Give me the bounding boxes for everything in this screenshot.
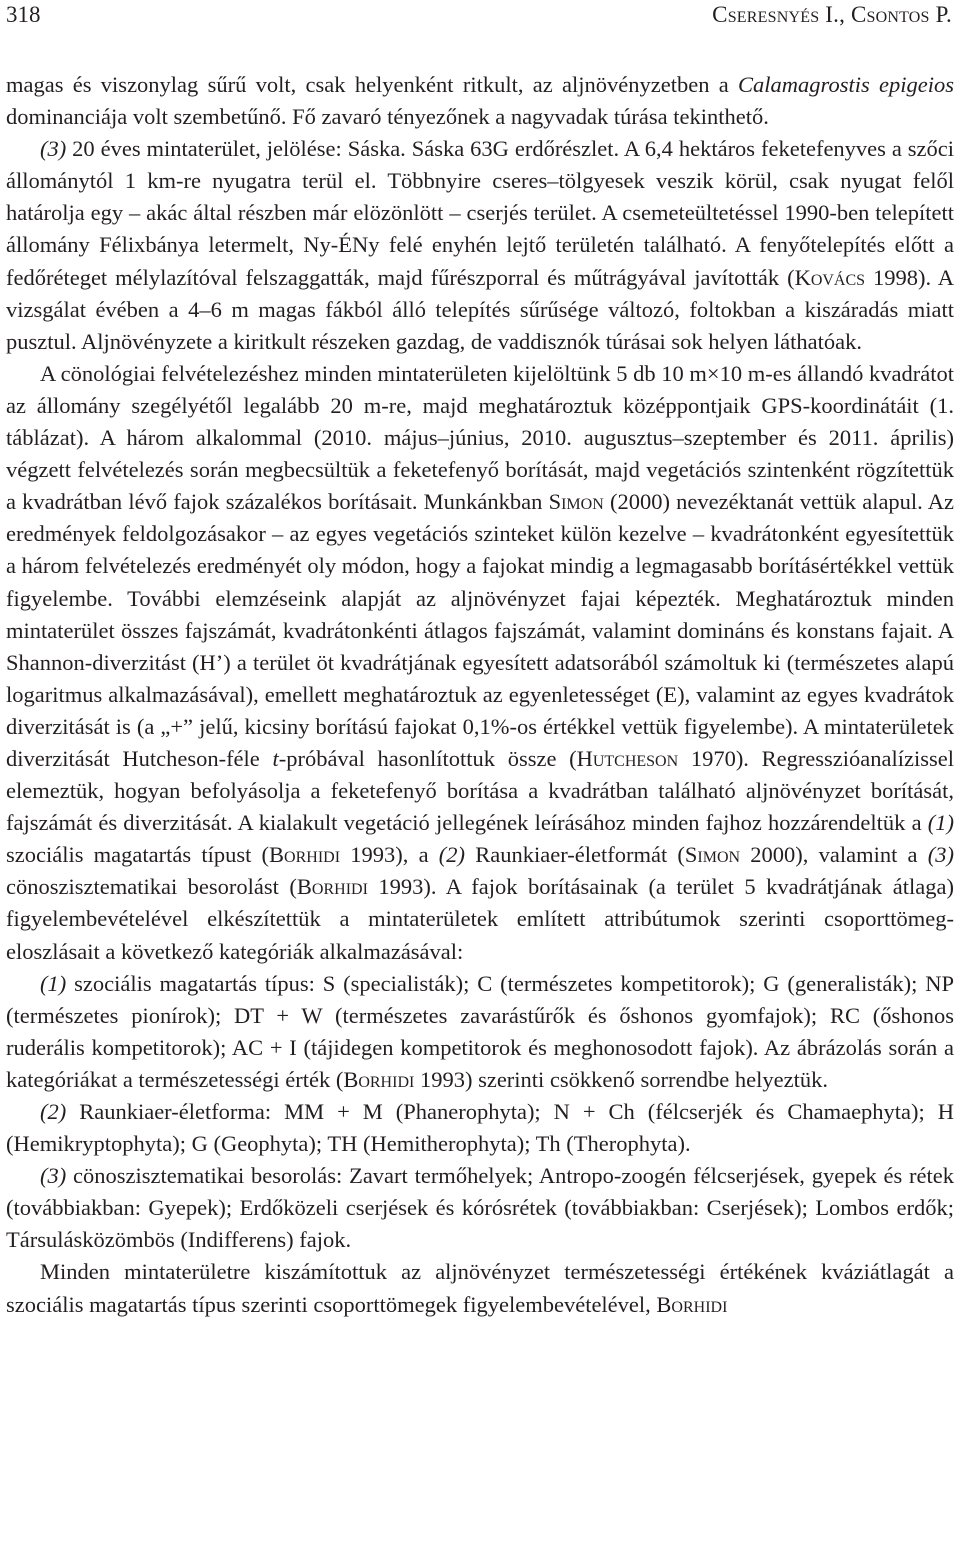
author-citation: Simon	[684, 842, 741, 868]
italic-text: (3)	[40, 1163, 67, 1189]
italic-text: Calamagrostis epigeios	[738, 72, 954, 97]
italic-text: (2)	[438, 842, 466, 868]
author-citation: Borhidi	[269, 842, 341, 868]
paragraph	[6, 968, 954, 1096]
author-citation: Hutcheson	[576, 745, 679, 771]
author-citation: Kovács	[794, 264, 866, 290]
paragraph	[6, 1256, 954, 1320]
text-run: -próbával hasonlítottuk össze (	[278, 745, 577, 771]
paragraph	[6, 69, 954, 133]
text-run: dominanciája volt szembetűnő. Fő zavaró tényezőnek a nagyvadak túrása tekinthető.	[6, 104, 769, 130]
text-run: Minden mintaterületre kiszámítottuk az aljnövényzet természetességi értékének kváziátlagát a szociális magatartás típus szerinti csoporttömegek figyelembevételével,	[6, 1259, 954, 1317]
text-run: Raunkiaer-életforma: MM + M (Phanerophyta); N + Ch (félcserjék és Chamaephyta); H (Hemikryptophyta); G (Geophyta); TH (Hemitherophyta); Th (Therophyta).	[6, 1099, 954, 1157]
text-run: szociális magatartás típust (	[6, 842, 270, 868]
text-run: cönoszisztematikai besorolás: Zavart termőhelyek; Antropo-zoogén félcserjések, gyepek és rétek (továbbiakban: Gyepek); Erdőközeli cserjések és kórósrétek (továbbiakban: Cserjések); Lombos erdők; Társulásközömbös (Indifferens) fajok.	[6, 1163, 954, 1253]
paragraph	[6, 358, 954, 968]
text-run: 1993), a	[340, 842, 439, 868]
text-run: (2000) nevezéktanát vettük alapul. Az eredmények feldolgozásakor – az egyes vegetációs szinteket külön kezelve – kvadrátonként egyesítettük a három felvételezés eredményét oly módon, hogy a fajokat mindig a legmagasabb borításértékkel vettük figyelembe. További elemzéseink alapját az aljnövényzet fajai képezték. Meghatároztuk minden mintaterület összes fajszámát, kvadrátonkénti átlagos fajszámát, valamint domináns és konstans fajait. A Shannon-diverzitást (H’) a terület öt kvadrátjának egyesített adatsorából számoltuk ki (természetes alapú logaritmus alkalmazásával), emellett meghatároztuk az egyenletességet (E), valamint az egyes kvadrátok diverzitását is (a „+” jelű, kicsiny borítású fajokat 0,1%-os értékkel vettük figyelembe). A mintaterületek diverzitását Hutcheson-féle	[6, 489, 954, 771]
text-run: A cönológiai felvételezéshez minden mintaterületen kijelöltünk 5 db 10 m×10 m-es állandó kvadrátot az állomány szegélyétől legalább 20 m-re, majd meghatároztuk középpontjaik GPS-koordinátáit (1. táblázat). A három alkalommal (2010. május–június, 2010. augusztus–szeptember és 2011. április) végzett felvételezés során megbecsültük a feketefenyő borítását, majd vegetációs szintenként rögzítettük a kvadrátban lévő fajok százalékos borításait. Munkánkban	[6, 360, 954, 515]
paragraph	[6, 133, 954, 358]
text-run: 1970). Regresszióanalízissel elemeztük, hogyan befolyásolja a feketefenyő borítása a kvadrátban található aljnövényzet borítását, fajszámát és diverzitását. A kialakult vegetáció jellegének leírásához minden fajhoz hozzárendeltük a	[6, 745, 955, 836]
body-text	[6, 69, 954, 1321]
italic-text: (1)	[927, 810, 954, 836]
text-run: 1998). A vizsgálat évében a 4–6 m magas fákból álló telepítés sűrűsége változó, foltokban a kiszáradás miatt pusztul. Aljnövényzete a kiritkult részeken gazdag, de vaddisznók túrásai sok helyen láthatóak.	[6, 264, 955, 354]
text-run: szociális magatartás típus: S (specialisták); C (természetes kompetitorok); G (generalisták); NP (természetes pionírok); DT + W (természetes zavarástűrők és őshonos gyomfajok); RC (őshonos ruderális kompetitorok); AC + I (tájidegen kompetitorok és meghonosodott fajok). Az ábrázolás során a kategóriákat a természetességi érték (	[6, 970, 954, 1092]
text-run: 20 éves mintaterület, jelölése: Sáska. Sáska 63G erdőrészlet. A 6,4 hektáros feketefenyves a szőci állománytól 1 km-re nyugatra terül el. Többnyire cseres–tölgyesek veszik körül, csak nyugat felől határolja egy – akác által részben már elözönlött – cserjés terület. A csemeteültetéssel 1990-ben telepített állomány Félixbánya letermelt, Ny-ÉNy felé enyhén lejtő területén található. A fenyőtelepítés előtt a fedőréteget mélylazítóval felszaggatták, majd fűrészporral és műtrágyával javították (	[6, 136, 954, 290]
italic-text: (2)	[40, 1099, 67, 1124]
text-run: 1993). A fajok borításainak (a terület 5 kvadrátjának átlaga) figyelembevételével elkészítettük a mintaterületek említett attribútumok szerinti csoporttömeg-eloszlásait a következő kategóriák alkalmazásával:	[6, 874, 955, 964]
italic-text: (3)	[927, 842, 954, 868]
italic-text: (1)	[40, 970, 67, 996]
text-run: 2000), valamint a	[740, 842, 928, 868]
author-citation: Simon	[548, 489, 604, 515]
text-run: cönoszisztematikai besorolást (	[6, 874, 297, 900]
text-run: Raunkiaer-életformát (	[465, 842, 685, 868]
page-header	[6, 2, 952, 34]
running-head: Cseresnyés I., Csontos P.	[712, 2, 952, 27]
text-run: 1993) szerinti csökkenő sorrendbe helyeztük.	[414, 1066, 828, 1092]
paragraph	[6, 1160, 954, 1256]
paragraph	[6, 1096, 954, 1160]
text-run: magas és viszonylag sűrű volt, csak helyenként ritkult, az aljnövényzetben a	[6, 72, 739, 97]
author-citation: Borhidi	[296, 874, 368, 900]
author-citation: Borhidi	[343, 1066, 415, 1092]
page-number: 318	[6, 2, 41, 27]
author-citation: Borhidi	[656, 1291, 728, 1317]
italic-text: t	[272, 745, 279, 771]
italic-text: (3)	[40, 136, 67, 162]
